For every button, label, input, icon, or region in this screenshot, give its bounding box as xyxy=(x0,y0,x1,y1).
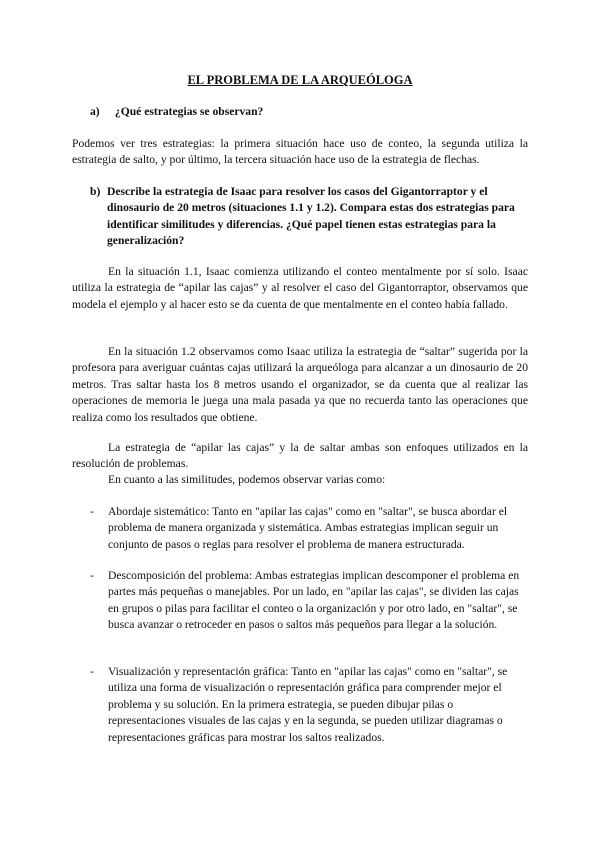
paragraph-situation-1-1: En la situación 1.1, Isaac comienza utilizando el conteo mentalmente por sí solo. Isaac utiliza la estrategia de “apilar las cajas” y al resolver el caso del Gigantorraptor, observamos que modela el ejemplo y al hacer esto se da cuenta de que mentalmente en el conteo había fallado. xyxy=(72,265,528,311)
question-a xyxy=(90,104,263,120)
list-item-text: Visualización y representación gráfica: Tanto en "apilar las cajas" como en "saltar", se utiliza una forma de visualización o representación gráfica para comprender mejor el problema y su solución. En la primera estrategia, se pueden dibujar pilas o representaciones visuales de las cajas y en la segunda, se pueden utilizar diagramas o representaciones gráficas para mostrar los saltos realizados. xyxy=(108,665,508,744)
list-item-problem-decomposition xyxy=(90,568,526,634)
bullet-dash: - xyxy=(90,665,94,678)
list-item-text: Descomposición del problema: Ambas estrategias implican descomponer el problema en partes más pequeñas o manejables. Por un lado, en "apilar las cajas", se dividen las cajas en grupos o pilas para facilitar el conteo o la organización y por otro lado, en "saltar", se busca avanzar o retroceder en pasos o saltos más pequeños para llegar a la solución. xyxy=(108,569,520,632)
paragraph-similarities-intro: En cuanto a las similitudes, podemos observar varias como: xyxy=(108,473,386,486)
list-item-visualization xyxy=(90,664,526,746)
question-b xyxy=(90,184,530,250)
bullet-dash: - xyxy=(90,569,94,582)
question-a-text: ¿Qué estrategias se observan? xyxy=(114,105,264,118)
list-item-text: Abordaje sistemático: Tanto en "apilar las cajas" como en "saltar", se busca abordar el problema de manera organizada y sistemática. Ambas estrategias implican seguir un conjunto de pasos o reglas para resolver el problema de manera estructurada. xyxy=(108,505,508,551)
list-item-systematic-approach xyxy=(90,504,526,553)
paragraph-strategies-compare: La estrategia de “apilar las cajas” y la de saltar ambas son enfoques utilizados en la resolución de problemas. xyxy=(72,441,528,471)
answer-a-paragraph: Podemos ver tres estrategias: la primera situación hace uso de conteo, la segunda utiliza la estrategia de salto, y por último, la tercera situación hace uso de la estrategia de flechas. xyxy=(72,137,528,167)
question-b-label: b) xyxy=(90,185,101,198)
paragraph-situation-1-2: En la situación 1.2 observamos como Isaac utiliza la estrategia de “saltar” sugerida por la profesora para averiguar cuántas cajas utilizará la arqueóloga para alcanzar a un dinosaurio de 20 metros. Tras saltar hasta los 8 metros usando el organizador, se da cuenta que al realizar las operaciones de memoria le juega una mala pasada ya que no recuerda tanto las operaciones que realiza como los resultados que obtiene. xyxy=(72,345,528,424)
question-a-label: a) xyxy=(90,105,100,118)
document-title: EL PROBLEMA DE LA ARQUEÓLOGA xyxy=(187,73,413,87)
question-b-text: Describe la estrategia de Isaac para resolver los casos del Gigantorraptor y el dinosaurio de 20 metros (situaciones 1.1 y 1.2). Compara estas dos estrategias para identificar similitudes y diferencias. ¿Qué papel tienen estas estrategias para la generalización? xyxy=(107,185,515,248)
bullet-dash: - xyxy=(90,505,94,518)
